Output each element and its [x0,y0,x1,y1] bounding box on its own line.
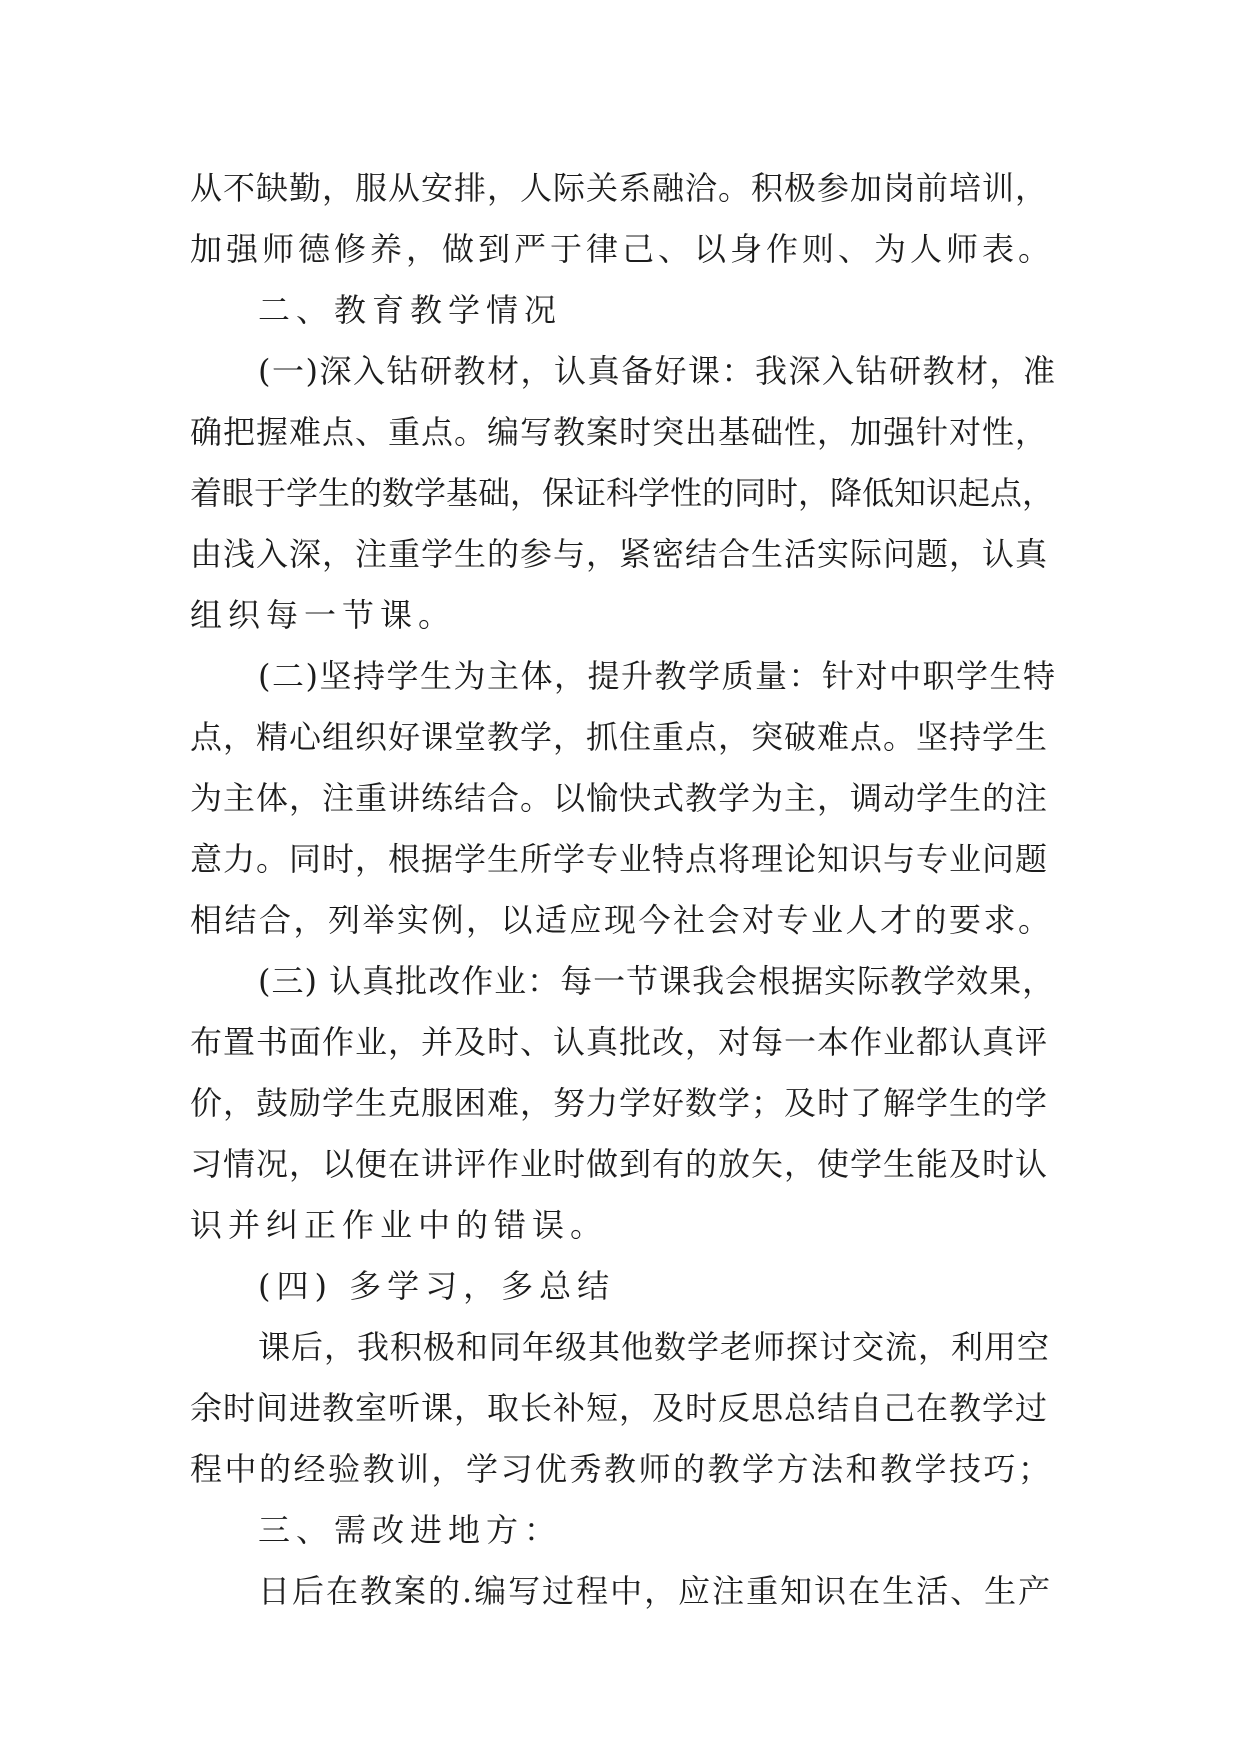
subsection-heading: (二)坚持学生为主体，提升教学质量：针对中职学生特 [258,657,1057,695]
text-line: 从不缺勤，服从安排，人际关系融洽。积极参加岗前培训， [190,169,1049,207]
text-line: 布置书面作业，并及时、认真批改，对每一本作业都认真评 [190,1023,1049,1061]
section-heading: 三、需改进地方： [258,1511,563,1549]
text-line: 余时间进教室听课，取长补短，及时反思总结自己在教学过 [190,1389,1049,1427]
text-line: 为主体，注重讲练结合。以愉快式教学为主，调动学生的注 [190,779,1049,817]
text-line: 组织每一节课。 [190,596,457,634]
subsection-heading: (三) 认真批改作业：每一节课我会根据实际教学效果， [258,962,1056,1000]
text-line: 价，鼓励学生克服困难，努力学好数学；及时了解学生的学 [190,1084,1049,1122]
subsection-heading: (四) 多学习，多总结 [258,1267,616,1305]
text-line: 课后，我积极和同年级其他数学老师探讨交流，利用空 [258,1328,1051,1366]
text-line: 日后在教案的.编写过程中，应注重知识在生活、生产 [258,1572,1053,1610]
subsection-heading: (一)深入钻研教材，认真备好课：我深入钻研教材，准 [258,352,1057,390]
text-line: 习情况，以便在讲评作业时做到有的放矢，使学生能及时认 [190,1145,1049,1183]
text-line: 意力。同时，根据学生所学专业特点将理论知识与专业问题 [190,840,1049,878]
text-line: 程中的经验教训，学习优秀教师的教学方法和教学技巧； [190,1450,1053,1488]
document-body [190,158,1060,1622]
section-heading: 二、教育教学情况 [258,291,563,329]
text-line: 相结合，列举实例，以适应现今社会对专业人才的要求。 [190,901,1053,939]
text-line: 由浅入深，注重学生的参与，紧密结合生活实际问题，认真 [190,535,1049,573]
text-line: 确把握难点、重点。编写教案时突出基础性，加强针对性， [190,413,1049,451]
text-line: 点，精心组织好课堂教学，抓住重点，突破难点。坚持学生 [190,718,1049,756]
text-line: 着眼于学生的数学基础，保证科学性的同时，降低知识起点， [190,474,1055,512]
text-line: 加强师德修养，做到严于律己、以身作则、为人师表。 [190,230,1055,268]
text-line: 识并纠正作业中的错误。 [190,1206,609,1244]
